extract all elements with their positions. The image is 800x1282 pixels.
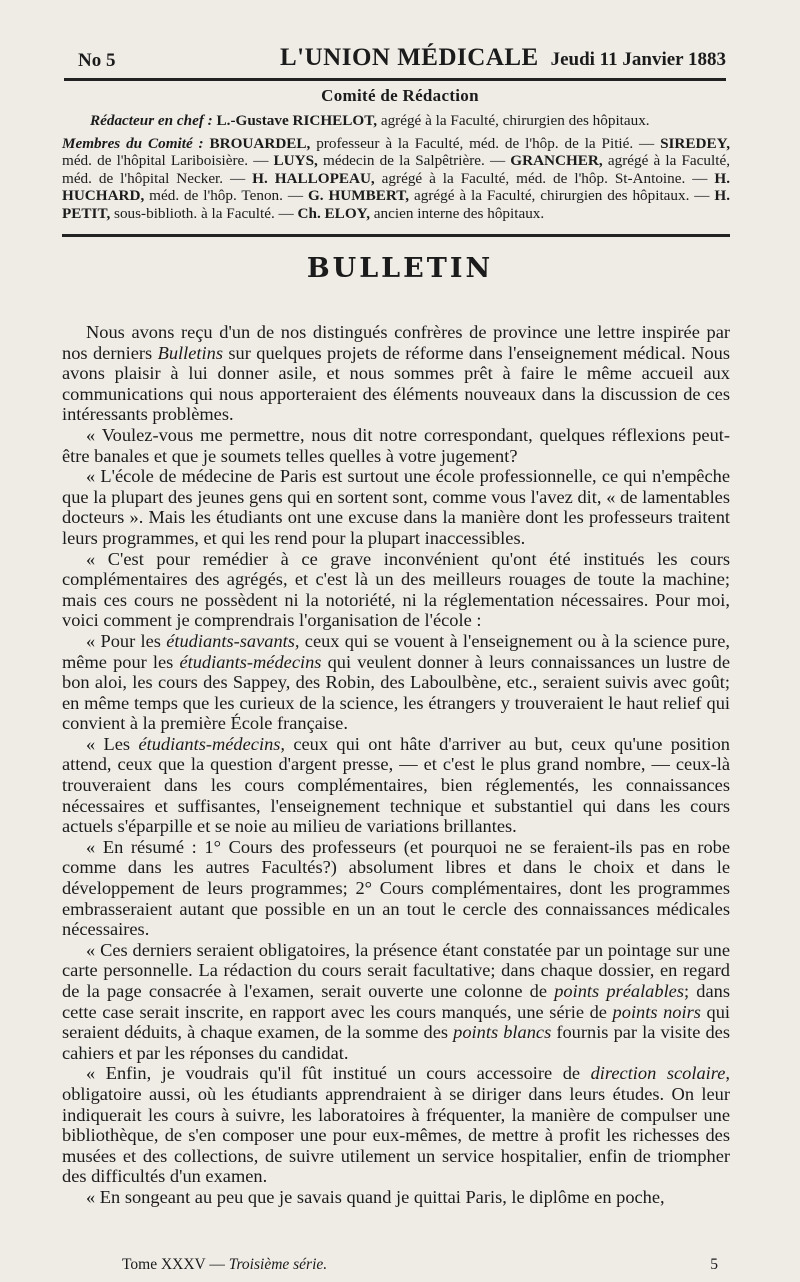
page-number: 5 (710, 1256, 718, 1273)
member-name: BROUARDEL, (209, 134, 311, 152)
redacteur-label: Rédacteur en chef : (90, 112, 213, 129)
italic-run: étudiants-savants, (166, 630, 300, 651)
comite-rule (62, 234, 730, 237)
italic-run: points blancs (453, 1022, 552, 1043)
text-run: « Pour les (86, 630, 167, 651)
member-desc: méd. de l'hôpital Lariboisière. — (62, 152, 274, 169)
text-run: obligatoire aussi, où les étudiants apprendraient à se diriger dans leurs études. On leur indiquerait les cours à suivre, les laboratoires à fréquenter, la manière de compulser une bibliothèque, de s'en composer une pour eux-mêmes, de mettre à profit les richesses des musées et des collections, de suivre utilement un service hospitalier, enfin de triompher des difficultés d'un examen. (62, 1083, 730, 1187)
redacteur-line (62, 112, 730, 130)
italic-run: étudiants-médecins, (138, 733, 286, 754)
redacteur-name: L.-Gustave RICHELOT, (216, 112, 378, 129)
text-run: fournis par la visite des cahiers et par les réponses du candidat. (62, 1022, 730, 1063)
member-desc: agrégé à la Faculté, méd. de l'hôp. St-Antoine. — (374, 169, 715, 187)
italic-run: points noirs (612, 1001, 701, 1022)
text-run: ceux qui se vouent à l'enseignement ou à la science pure, même pour les (62, 630, 730, 672)
journal-title: L'UNION MÉDICALE (280, 44, 539, 71)
italic-run: étudiants-médecins (179, 651, 322, 672)
bulletin-title: BULLETIN (306, 253, 494, 284)
italic-run: direction scolaire, (590, 1063, 730, 1084)
text-run: qui veulent donner à leurs connaissances un lustre de bon aloi, les cours des Sappey, des Robin, des Laboulbène, etc., seraient suivis avec goût; en même temps que les curieux de la science, les étrangers y trouveraient le haut relief qui convient à la première École française. (62, 651, 730, 734)
member-desc: professeur à la Faculté, méd. de l'hôp. de la Pitié. — (310, 134, 661, 152)
member-desc: médecin de la Salpêtrière. — (317, 152, 511, 169)
member-name: H. PETIT, (62, 187, 731, 222)
issue-date: Jeudi 11 Janvier 1883 (550, 49, 726, 70)
member-name: Ch. ELOY, (297, 204, 370, 222)
paragraph (62, 631, 730, 734)
member-desc: sous-biblioth. à la Faculté. — (110, 204, 298, 222)
member-desc: méd. de l'hôp. Tenon. — (144, 187, 308, 204)
paragraph (62, 734, 730, 837)
paragraph: « Voulez-vous me permettre, nous dit notre correspondant, quelques réflexions peut-être banales et que je soumets telles quelles à votre jugement? (62, 424, 730, 466)
bulletin-body (62, 322, 730, 1208)
member-name: H. HALLOPEAU, (252, 169, 375, 187)
tome-label: Tome XXXV — (122, 1256, 229, 1273)
page-footer (122, 1256, 718, 1278)
text-run: ceux qui ont hâte d'arriver au but, ceux qu'une position attend, ceux que la question d'argent presse, — et c'est le plus grand nombre, — ceux-là trouveraient dans les cours complémentaires, bien réglementés, les connaissances nécessaires et suffisantes, l'enseignement technique et substantiel qui dans les cours actuels s'éparpille et se noie au milieu de variations brillantes. (62, 733, 730, 837)
paragraph (62, 322, 730, 425)
footer-tome (122, 1256, 327, 1274)
comite-members (62, 112, 730, 222)
redacteur-desc: agrégé à la Faculté, chirurgien des hôpitaux. (377, 112, 650, 129)
paragraph: « En résumé : 1° Cours des professeurs (et pourquoi ne se feraient-ils pas en robe comme dans les autres Facultés?) absolument libres et dans le choix et dans le développement de leurs programmes; 2° Cours complémentaires, dont les programmes embrasseraient autant que possible en un an tout le cercle des connaissances médicales nécessaires. (62, 836, 730, 940)
page-header (78, 44, 726, 76)
member-name: LUYS, (273, 152, 318, 169)
paragraph (62, 940, 730, 1064)
text-run: Nous avons reçu d'un de nos distingués confrères de province une lettre inspirée par nos derniers (62, 322, 730, 363)
member-name: G. HUMBERT, (307, 187, 410, 204)
comite-heading: Comité de Rédaction (321, 86, 479, 105)
paragraph: « En songeant au peu que je savais quand je quittai Paris, le diplôme en poche, (86, 1186, 665, 1207)
text-run: qui seraient déduits, à chaque examen, de la somme des (62, 1001, 731, 1043)
italic-run: points préalables (554, 981, 684, 1001)
paragraph: « L'école de médecine de Paris est surtout une école professionnelle, ce qui n'empêche que la plupart des jeunes gens qui en sortent sont, comme vous l'avez dit, « de lamentables docteurs ». Mais les étudiants ont une excuse dans la manière dont les professeurs traitent leurs programmes, et qui les rend pour la plupart inaccessibles. (62, 466, 730, 548)
text-run: « Les (86, 733, 139, 754)
member-name: H. HUCHARD, (62, 169, 731, 204)
membres-paragraph (62, 135, 730, 223)
member-desc: agrégé à la Faculté, méd. de l'hôpital Necker. — (62, 152, 730, 187)
member-desc: agrégé à la Faculté, chirurgien des hôpitaux. — (409, 187, 715, 204)
member-desc: ancien interne des hôpitaux. (370, 204, 545, 222)
paragraph (62, 1063, 730, 1187)
serie-label: Troisième série. (228, 1256, 328, 1273)
member-name: GRANCHER, (510, 152, 603, 169)
text-run: « Enfin, je voudrais qu'il fût institué un cours accessoire de (86, 1063, 591, 1084)
text-run: « Ces derniers seraient obligatoires, la présence étant constatée par un pointage sur une carte personnelle. La rédaction du cours serait facultative; dans chaque dossier, en regard de la page consacrée à l'examen, serait ouverte une colonne de (62, 939, 730, 1001)
membres-label: Membres du Comité : (62, 134, 204, 152)
header-rule (64, 78, 726, 81)
italic-run: Bulletins (157, 342, 223, 363)
text-run: sur quelques projets de réforme dans l'enseignement médical. Nous avons plaisir à lui donner asile, et nous sommes prêt à faire le même accueil aux communications qui nous apporteraient des éléments nouveaux dans la discussion de ces intéressants problèmes. (62, 342, 730, 425)
issue-number: No 5 (78, 50, 116, 71)
member-name: SIREDEY, (660, 134, 731, 152)
paragraph: « C'est pour remédier à ce grave inconvénient qu'ont été institués les cours complémentaires des agrégés, et c'est là un des meilleurs rouages de toute la machine; mais ces cours ne possèdent ni la notoriété, ni la réglementation nécessaires. Pour moi, voici comment je comprendrais l'organisation de l'école : (62, 548, 730, 631)
text-run: ; dans cette case serait inscrite, en rapport avec les cours manqués, une série de (62, 981, 730, 1022)
